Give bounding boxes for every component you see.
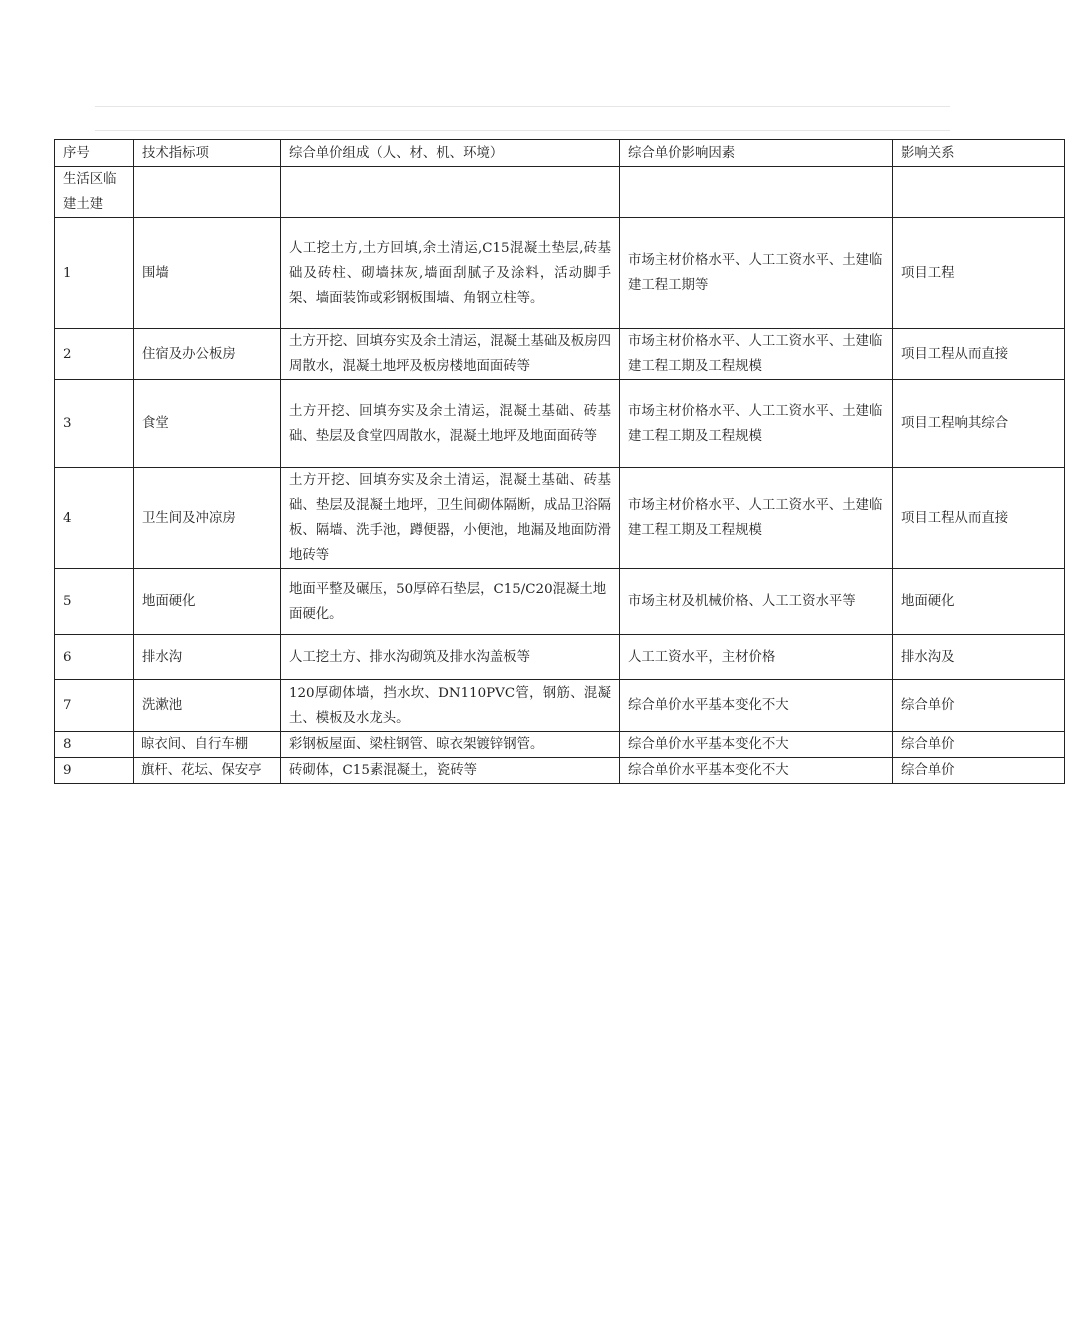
header-rule (95, 130, 950, 131)
cell-item: 晾衣间、自行车棚 (134, 732, 281, 758)
cell-relation: 综合单价 (893, 680, 1065, 732)
table-row (55, 758, 1065, 784)
cell-factors: 市场主材价格水平、人工工资水平、土建临建工程工期及工程规模 (620, 380, 893, 468)
cell-composition: 人工挖土方,土方回填,余土清运,C15混凝土垫层,砖基础及砖柱、砌墙抹灰,墙面刮腻子及涂料，活动脚手架、墙面装饰或彩钢板围墙、角钢立柱等。 (281, 218, 620, 329)
cell-relation: 排水沟及 (893, 635, 1065, 680)
table-row (55, 468, 1065, 569)
cell-item: 住宿及办公板房 (134, 329, 281, 380)
header-cell-relation: 影响关系 (893, 140, 1065, 167)
cell-no: 5 (55, 569, 134, 635)
header-row (55, 140, 1065, 167)
table-row (55, 167, 1065, 218)
cell-factors: 市场主材价格水平、人工工资水平、土建临建工程工期及工程规模 (620, 468, 893, 569)
cell-item: 卫生间及冲凉房 (134, 468, 281, 569)
cell-factors: 人工工资水平，主材价格 (620, 635, 893, 680)
cell-composition: 土方开挖、回填夯实及余土清运，混凝土基础、砖基础、垫层及混凝土地坪，卫生间砌体隔断，成品卫浴隔板、隔墙、洗手池，蹲便器，小便池，地漏及地面防滑地砖等 (281, 468, 620, 569)
index-table (54, 139, 1065, 784)
cell-no: 2 (55, 329, 134, 380)
cell-composition (281, 167, 620, 218)
cell-relation: 项目工程响其综合 (893, 380, 1065, 468)
cell-composition: 土方开挖、回填夯实及余土清运，混凝土基础、砖基础、垫层及食堂四周散水，混凝土地坪及地面面砖等 (281, 380, 620, 468)
cell-no: 7 (55, 680, 134, 732)
cell-relation: 项目工程从而直接 (893, 329, 1065, 380)
table-row (55, 380, 1065, 468)
table-row (55, 569, 1065, 635)
header-cell-no: 序号 (55, 140, 134, 167)
cell-factors: 市场主材价格水平、人工工资水平、土建临建工程工期等 (620, 218, 893, 329)
cell-item: 旗杆、花坛、保安亭 (134, 758, 281, 784)
cell-item: 围墙 (134, 218, 281, 329)
cell-no: 8 (55, 732, 134, 758)
cell-item: 地面硬化 (134, 569, 281, 635)
cell-composition: 人工挖土方、排水沟砌筑及排水沟盖板等 (281, 635, 620, 680)
header-cell-item: 技术指标项 (134, 140, 281, 167)
cell-no: 生活区临建土建 (55, 167, 134, 218)
cell-item: 排水沟 (134, 635, 281, 680)
cell-no: 4 (55, 468, 134, 569)
cell-no: 6 (55, 635, 134, 680)
cell-factors: 综合单价水平基本变化不大 (620, 758, 893, 784)
cell-no: 3 (55, 380, 134, 468)
cell-factors (620, 167, 893, 218)
cell-composition: 砖砌体，C15素混凝土，瓷砖等 (281, 758, 620, 784)
cell-relation (893, 167, 1065, 218)
cell-relation: 项目工程 (893, 218, 1065, 329)
cell-factors: 综合单价水平基本变化不大 (620, 732, 893, 758)
header-cell-factors: 综合单价影响因素 (620, 140, 893, 167)
cell-composition: 120厚砌体墙，挡水坎、DN110PVC管，钢筋、混凝土、模板及水龙头。 (281, 680, 620, 732)
cell-factors: 市场主材及机械价格、人工工资水平等 (620, 569, 893, 635)
cell-factors: 市场主材价格水平、人工工资水平、土建临建工程工期及工程规模 (620, 329, 893, 380)
table-row (55, 218, 1065, 329)
cell-factors: 综合单价水平基本变化不大 (620, 680, 893, 732)
cell-relation: 项目工程从而直接 (893, 468, 1065, 569)
cell-item (134, 167, 281, 218)
table-container (54, 139, 1009, 784)
table-row (55, 732, 1065, 758)
cell-no: 1 (55, 218, 134, 329)
cell-relation: 综合单价 (893, 758, 1065, 784)
cell-composition: 彩钢板屋面、梁柱钢管、晾衣架镀锌钢管。 (281, 732, 620, 758)
cell-composition: 土方开挖、回填夯实及余土清运，混凝土基础及板房四周散水，混凝土地坪及板房楼地面面砖等 (281, 329, 620, 380)
cell-item: 洗漱池 (134, 680, 281, 732)
top-rule (95, 106, 950, 107)
header-cell-composition: 综合单价组成（人、材、机、环境） (281, 140, 620, 167)
table-row (55, 635, 1065, 680)
table-row (55, 329, 1065, 380)
cell-relation: 综合单价 (893, 732, 1065, 758)
cell-item: 食堂 (134, 380, 281, 468)
cell-composition: 地面平整及碾压，50厚碎石垫层，C15/C20混凝土地面硬化。 (281, 569, 620, 635)
cell-relation: 地面硬化 (893, 569, 1065, 635)
cell-no: 9 (55, 758, 134, 784)
table-row (55, 680, 1065, 732)
